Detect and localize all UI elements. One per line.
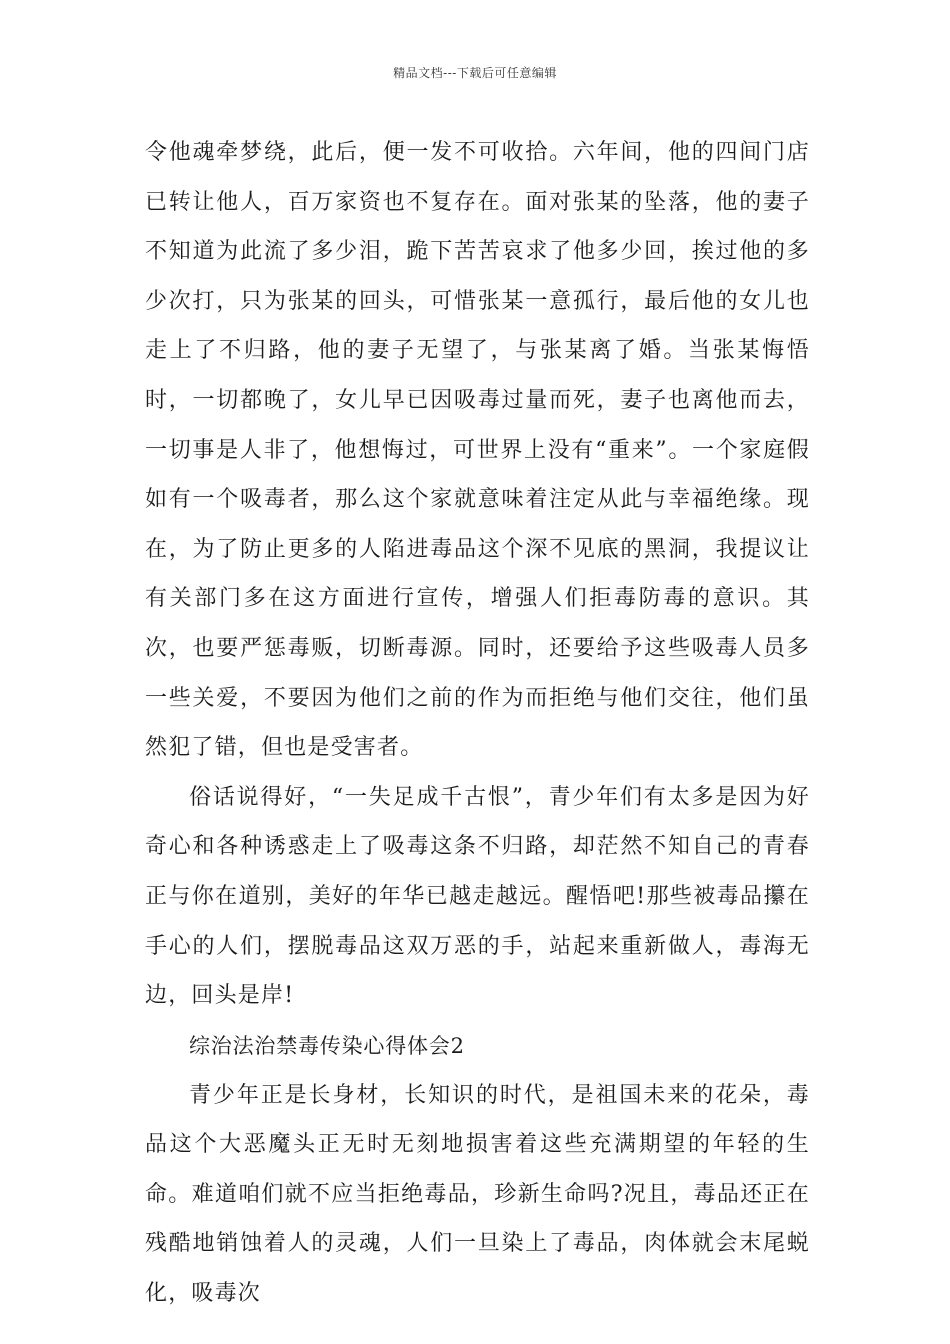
paragraph-youth: 青少年正是长身材，长知识的时代，是祖国未来的花朵，毒品这个大恶魔头正无时无刻地损害着这些充满期望的年轻的生命。难道咱们就不应当拒绝毒品，珍新生命吗?况且，毒品还正在残酷地销蚀着人的灵魂，人们一旦染上了毒品，肉体就会末尾蜕化，吸毒次 — [145, 1082, 810, 1307]
paragraph-continued: 令他魂牵梦绕，此后，便一发不可收拾。六年间，他的四间门店已转让他人，百万家资也不复存在。面对张某的坠落，他的妻子不知道为此流了多少泪，跪下苦苦哀求了他多少回，挨过他的多少次打，只为张某的回头，可惜张某一意孤行，最后他的女儿也走上了不归路，他的妻子无望了，与张某离了婚。当张某悔悟时，一切都晚了，女儿早已因吸毒过量而死，妻子也离他而去，一切事是人非了，他想悔过，可世界上没有“重来”。一个家庭假如有一个吸毒者，那么这个家就意味着注定从此与幸福绝缘。现在，为了防止更多的人陷进毒品这个深不见底的黑洞，我提议让有关部门多在这方面进行宣传，增强人们拒毒防毒的意识。其次，也要严惩毒贩，切断毒源。同时，还要给予这些吸毒人员多一些关爱，不要因为他们之前的作为而拒绝与他们交往，他们虽然犯了错，但也是受害者。 — [145, 140, 810, 761]
document-body — [145, 128, 810, 1319]
page-header: 精品文档---下载后可任意编辑 — [393, 66, 557, 80]
section-title: 综治法治禁毒传染心得体会2 — [189, 1033, 465, 1058]
paragraph-proverb: 俗话说得好，“一失足成千古恨”，青少年们有太多是因为好奇心和各种诱惑走上了吸毒这条不归路，却茫然不知自己的青春正与你在道别，美好的年华已越走越远。醒悟吧!那些被毒品攥在手心的人们，摆脱毒品这双万恶的手，站起来重新做人，毒海无边，回头是岸! — [145, 784, 810, 1009]
